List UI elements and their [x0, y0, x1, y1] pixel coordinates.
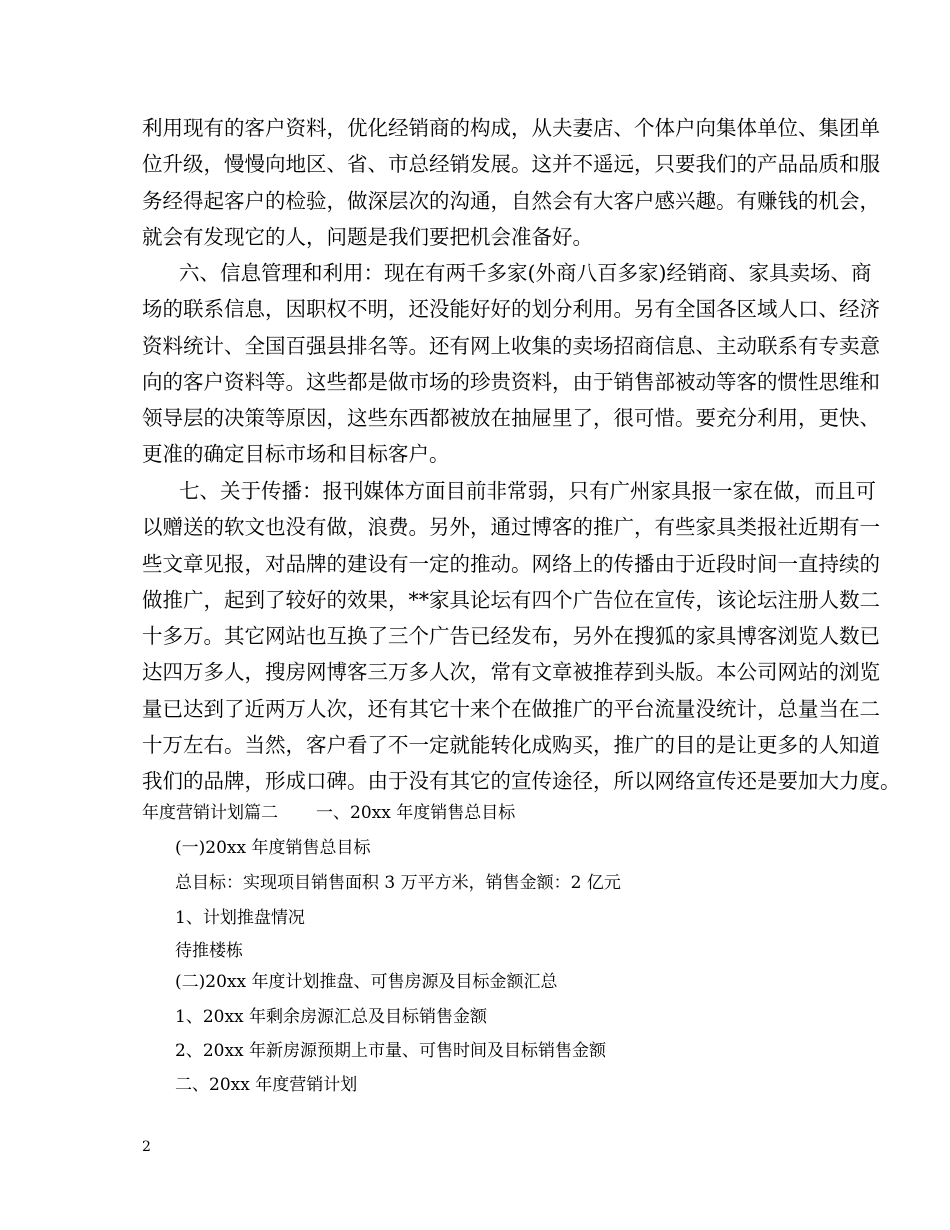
- list-item: 待推楼栋: [175, 941, 243, 961]
- text-line: 务经得起客户的检验，做深层次的沟通，自然会有大客户感兴趣。有赚钱的机会，: [142, 188, 880, 213]
- text-line: 量已达到了近两万人次，还有其它十来个在做推广的平台流量没统计，总量当在二: [142, 696, 880, 721]
- text-line: 十万左右。当然，客户看了不一定就能转化成购买，推广的目的是让更多的人知道: [142, 733, 880, 758]
- list-item: (一)20xx 年度销售总目标: [175, 838, 371, 858]
- paragraph-information-management: [142, 255, 880, 473]
- text-line: 利用现有的客户资料，优化经销商的构成，从夫妻店、个体户向集体单位、集团单: [142, 116, 880, 140]
- list-item: (二)20xx 年度计划推盘、可售房源及目标金额汇总: [175, 972, 558, 992]
- section-heading-left: 年度营销计划篇二: [142, 803, 278, 823]
- text-line: 领导层的决策等原因，这些东西都被放在抽屉里了，很可惜。要充分利用，更快、: [142, 406, 880, 431]
- text-line: 十多万。其它网站也互换了三个广告已经发布，另外在搜狐的家具博客浏览人数已: [142, 624, 880, 649]
- text-line: 七、关于传播：报刊媒体方面目前非常弱，只有广州家具报一家在做，而且可: [179, 479, 876, 503]
- list-item: 二、20xx 年度营销计划: [175, 1075, 358, 1095]
- text-line: 以赠送的软文也没有做，浪费。另外，通过博客的推广，有些家具类报社近期有一: [142, 515, 880, 540]
- list-item: 1、计划推盘情况: [175, 908, 305, 928]
- list-item: 总目标：实现项目销售面积 3 万平方米，销售金额：2 亿元: [175, 873, 621, 893]
- paragraph-customer-resources: [142, 110, 880, 255]
- section-heading: [142, 802, 515, 824]
- text-line: 更准的确定目标市场和目标客户。: [142, 442, 450, 467]
- text-line: 场的联系信息，因职权不明，还没能好好的划分利用。另有全国各区域人口、经济: [142, 297, 880, 322]
- page-number: 2: [142, 1139, 151, 1155]
- paragraph-communication: [142, 473, 901, 800]
- section-heading-right: 一、20xx 年度销售总目标: [316, 803, 516, 823]
- text-line: 向的客户资料等。这些都是做市场的珍贵资料，由于销售部被动等客的惯性思维和: [142, 369, 880, 394]
- text-line: 位升级，慢慢向地区、省、市总经销发展。这并不遥远，只要我们的产品品质和服: [142, 152, 880, 177]
- text-line: 达四万多人，搜房网博客三万多人次，常有文章被推荐到头版。本公司网站的浏览: [142, 660, 880, 685]
- text-line: 些文章见报，对品牌的建设有一定的推动。网络上的传播由于近段时间一直持续的: [142, 551, 880, 576]
- list-item: 1、20xx 年剩余房源汇总及目标销售金额: [175, 1007, 488, 1027]
- text-line: 资料统计、全国百强县排名等。还有网上收集的卖场招商信息、主动联系有专卖意: [142, 333, 880, 358]
- text-line: 做推广，起到了较好的效果，**家具论坛有四个广告位在宣传，该论坛注册人数二: [142, 587, 880, 612]
- list-item: 2、20xx 年新房源预期上市量、可售时间及目标销售金额: [175, 1041, 607, 1061]
- text-line: 我们的品牌，形成口碑。由于没有其它的宣传途径，所以网络宣传还是要加大力度。: [142, 769, 901, 794]
- text-line: 就会有发现它的人，问题是我们要把机会准备好。: [142, 224, 593, 249]
- text-line: 六、信息管理和利用：现在有两千多家(外商八百多家)经销商、家具卖场、商: [179, 261, 872, 285]
